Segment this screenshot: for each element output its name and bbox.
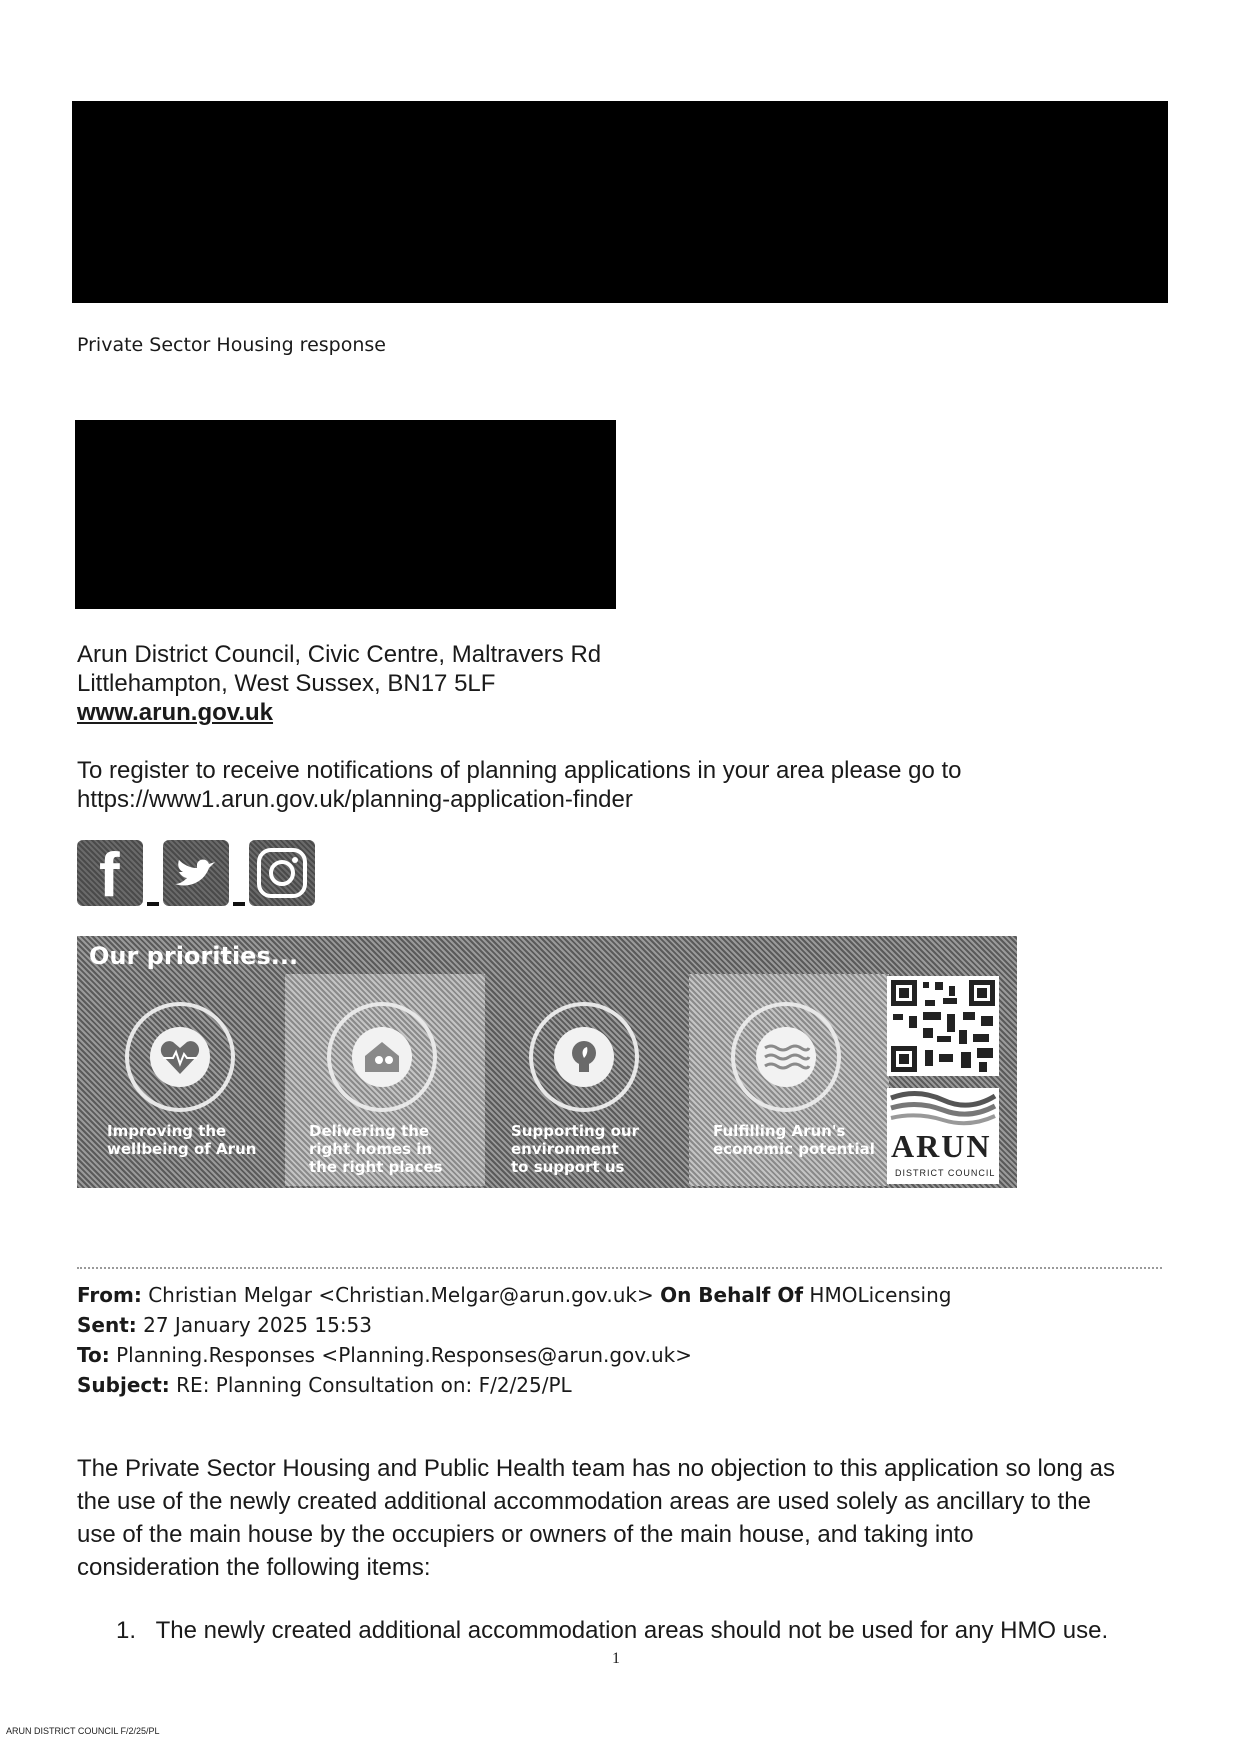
list-number: 1.: [116, 1617, 137, 1644]
list-item: [116, 1614, 1108, 1647]
council-address: [77, 640, 601, 727]
separator: [77, 1267, 1162, 1269]
address-line-1: Arun District Council, Civic Centre, Maltravers Rd: [77, 641, 602, 668]
qr-code-icon: [887, 976, 999, 1076]
sent-line: Sent: 27 January 2025 15:53: [77, 1313, 373, 1337]
register-line-1: To register to receive notifications of planning applications in your area please go to: [77, 757, 962, 784]
address-line-2: Littlehampton, West Sussex, BN17 5LF: [77, 670, 496, 697]
priority-label: Supporting our environment to support us: [511, 1122, 639, 1176]
social-icons: [77, 836, 315, 910]
logo-subtitle: DISTRICT COUNCIL: [895, 1168, 996, 1178]
priority-panel-wellbeing: [83, 974, 283, 1186]
facebook-icon[interactable]: f: [77, 840, 143, 906]
subject-line: Subject: RE: Planning Consultation on: F/2/25/PL: [77, 1373, 572, 1397]
priority-panel-homes: [285, 974, 485, 1186]
website-link[interactable]: www.arun.gov.uk: [77, 699, 274, 726]
redaction-block-top: [72, 101, 1168, 303]
priorities-banner: [77, 936, 1017, 1188]
heart-icon: [125, 1002, 235, 1112]
logo-word: ARUN: [891, 1128, 992, 1164]
waves-icon: [731, 1002, 841, 1112]
priority-panel-economy: [689, 974, 889, 1186]
lightbulb-icon: [529, 1002, 639, 1112]
banner-title: Our priorities...: [89, 942, 299, 970]
from-line: From: Christian Melgar <Christian.Melgar@arun.gov.uk> On Behalf Of HMOLicensing: [77, 1283, 952, 1307]
arun-logo: [887, 1088, 999, 1184]
house-icon: [327, 1002, 437, 1112]
list-text: The newly created additional accommodation areas should not be used for any HMO use.: [155, 1617, 1109, 1644]
section-label: Private Sector Housing response: [77, 334, 386, 356]
register-notice: [77, 756, 1177, 814]
twitter-icon[interactable]: [163, 840, 229, 906]
footer-reference: ARUN DISTRICT COUNCIL F/2/25/PL: [6, 1726, 160, 1736]
redaction-block-signature: [75, 420, 616, 609]
instagram-icon[interactable]: [249, 840, 315, 906]
email-header: [77, 1280, 951, 1400]
priority-panel-environment: [487, 974, 687, 1186]
to-line: To: Planning.Responses <Planning.Responses@arun.gov.uk>: [77, 1343, 692, 1367]
body-paragraph: The Private Sector Housing and Public Health team has no objection to this application so long as the use of the newly created additional accommodation areas are used solely as ancillary to the use of the main house by the occupiers or owners of the main house, and taking into consideration the following items:: [77, 1455, 1115, 1581]
priority-label: Improving the wellbeing of Arun: [107, 1122, 257, 1158]
priority-label: Fulfilling Arun's economic potential: [713, 1122, 875, 1158]
priority-label: Delivering the right homes in the right places: [309, 1122, 443, 1176]
page-number: 1: [612, 1650, 620, 1667]
register-link[interactable]: https://www1.arun.gov.uk/planning-application-finder: [77, 786, 633, 813]
